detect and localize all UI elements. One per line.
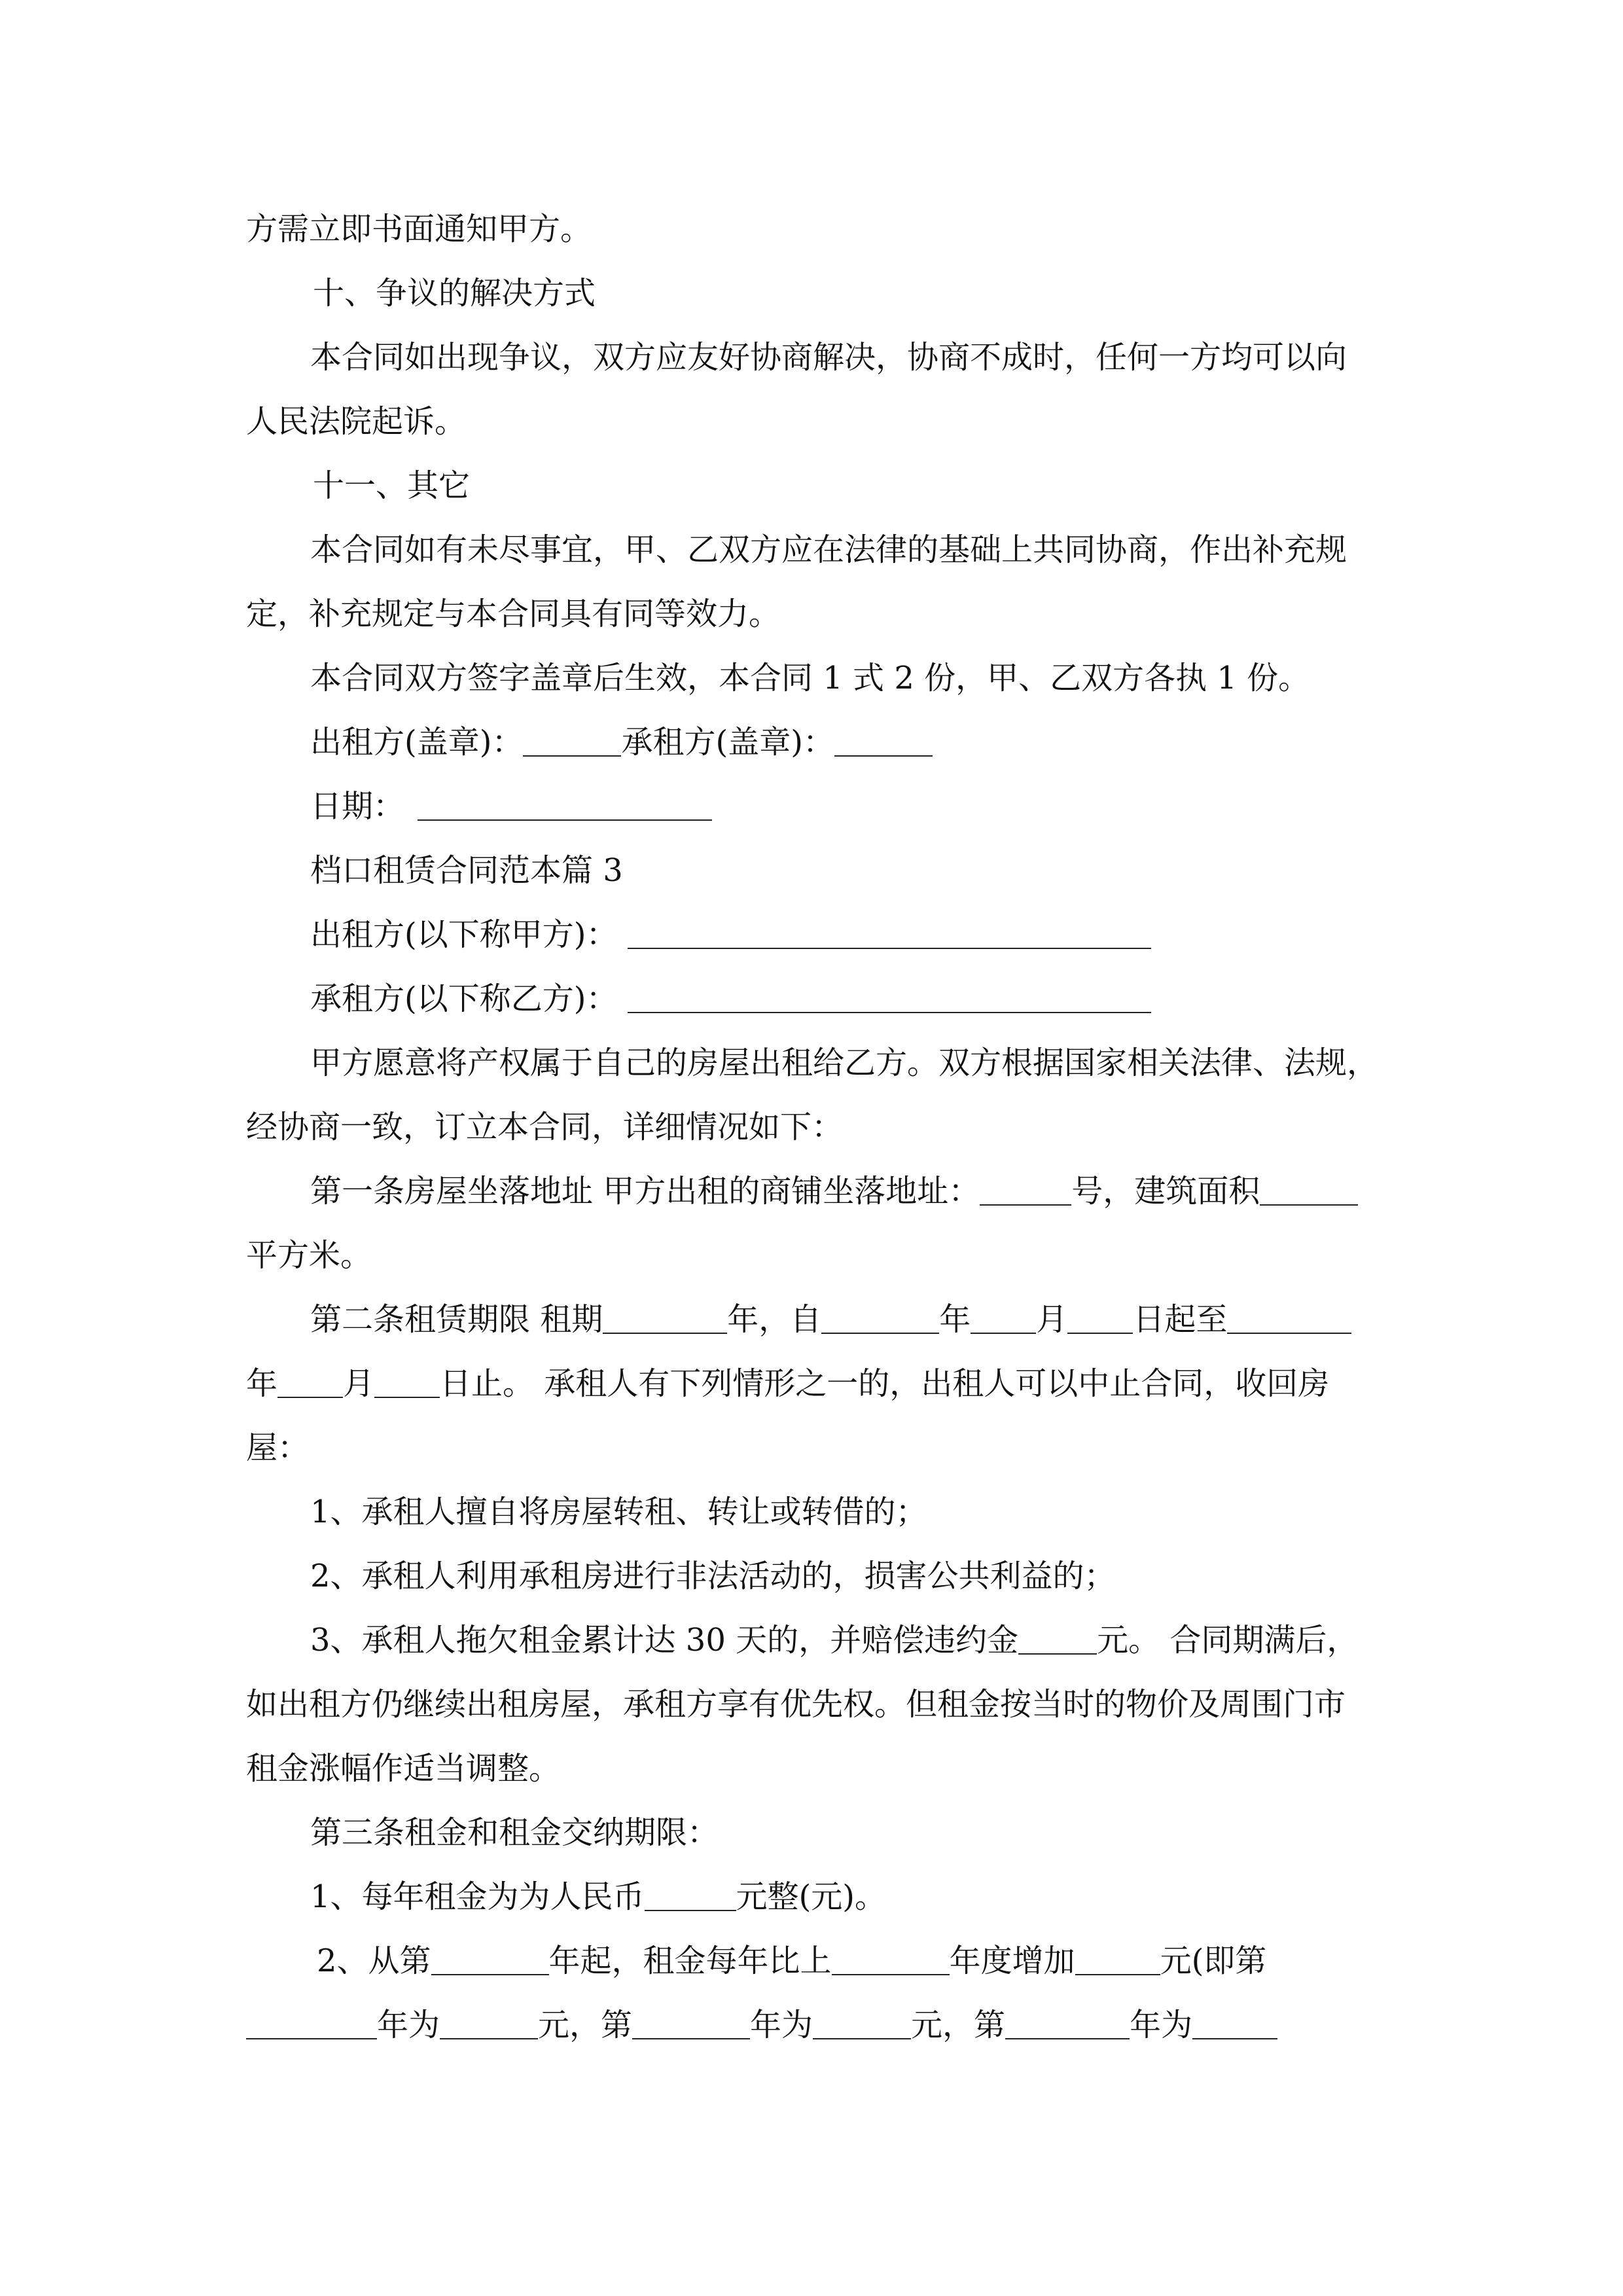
line-text: 年为 <box>377 2007 440 2043</box>
text-line <box>246 1749 560 1788</box>
text-line <box>246 1107 843 1147</box>
line-text: 年度增加 <box>949 1943 1075 1979</box>
line-text: 本合同如出现争议，双方应友好协商解决，协商不成时，任何一方均可以向 <box>310 339 1347 376</box>
line-text: 月 <box>343 1365 375 1402</box>
article-line <box>310 1172 1358 1211</box>
line-text: 日止。 承租人有下列情形之一的，出租人可以中止合同，收回房 <box>440 1365 1330 1402</box>
line-text: 元，第 <box>911 2007 1006 2043</box>
list-item <box>310 1556 1116 1596</box>
text-line <box>310 1043 1378 1083</box>
party-line <box>310 979 1151 1018</box>
blank-field <box>431 1944 549 1975</box>
line-text: 3、承租人拖欠租金累计达 30 天的，并赔偿违约金 <box>310 1622 1019 1659</box>
line-text: 第三条租金和租金交纳期限： <box>310 1814 719 1851</box>
line-text: 甲方愿意将产权属于自己的房屋出租给乙方。双方根据国家相关法律、法规， <box>310 1045 1379 1081</box>
text-line <box>246 1428 309 1467</box>
blank-field <box>813 2008 911 2039</box>
line-text: 2、承租人利用承租房进行非法活动的，损害公共利益的； <box>310 1558 1116 1594</box>
blank-field <box>628 982 1151 1013</box>
list-item <box>246 2005 1277 2045</box>
blank-field <box>980 1174 1071 1206</box>
heading-text: 十一、其它 <box>313 467 471 504</box>
line-text: 年为 <box>1130 2007 1193 2043</box>
blank-field <box>1075 1944 1160 1975</box>
line-text: 平方米。 <box>246 1237 372 1274</box>
blank-field <box>832 1944 950 1975</box>
line-text: 人民法院起诉。 <box>246 403 467 440</box>
blank-field <box>834 725 933 757</box>
line-text: 方需立即书面通知甲方。 <box>246 211 592 247</box>
blank-field <box>645 1880 736 1911</box>
heading-text: 十、争议的解决方式 <box>313 275 596 312</box>
line-text: 元。 合同期满后， <box>1097 1622 1359 1659</box>
text-line <box>310 530 1347 569</box>
line-text: 定，补充规定与本合同具有同等效力。 <box>246 596 781 632</box>
lessor-seal-label: 出租方(盖章)： <box>310 724 524 761</box>
text-line <box>246 594 780 634</box>
line-text: 租金涨幅作适当调整。 <box>246 1750 561 1787</box>
blank-field <box>277 1367 343 1398</box>
signature-line <box>310 723 933 762</box>
article-line <box>310 1300 1351 1339</box>
article-heading <box>310 1813 719 1852</box>
list-item <box>310 1877 886 1916</box>
line-text: 1、承租人擅自将房屋转租、转让或转借的； <box>310 1494 927 1530</box>
line-text: 第二条租赁期限 租期 <box>310 1301 603 1338</box>
party-b-label: 承租方(以下称乙方)： <box>310 980 618 1017</box>
line-text: 2、从第 <box>317 1943 431 1979</box>
text-line <box>246 1685 1346 1724</box>
article-line <box>246 1364 1329 1403</box>
line-text: 年，自 <box>727 1301 822 1338</box>
line-text: 如出租方仍继续出租房屋，承租方享有优先权。但租金按当时的物价及周围门市 <box>246 1686 1346 1723</box>
blank-field <box>374 1367 440 1398</box>
text-line <box>246 209 592 249</box>
text-line <box>310 658 1310 698</box>
line-text: 月 <box>1036 1301 1068 1338</box>
list-item <box>310 1621 1358 1660</box>
lessee-seal-label: 承租方(盖章)： <box>621 724 834 761</box>
date-line <box>310 787 712 826</box>
blank-field <box>971 1302 1036 1334</box>
list-item <box>317 1941 1266 1981</box>
document-subtitle <box>310 851 623 890</box>
party-line <box>310 915 1151 954</box>
blank-field <box>632 2008 750 2039</box>
blank-field <box>523 725 621 757</box>
line-text: 元整(元)。 <box>736 1878 887 1915</box>
section-heading <box>313 466 470 505</box>
blank-field <box>1227 1302 1351 1334</box>
line-text: 第一条房屋坐落地址 甲方出租的商铺坐落地址： <box>310 1173 980 1210</box>
line-text: 日起至 <box>1133 1301 1228 1338</box>
blank-field <box>628 918 1151 949</box>
line-text: 年起，租金每年比上 <box>548 1943 832 1979</box>
line-text: 号，建筑面积 <box>1071 1173 1260 1210</box>
blank-field <box>440 2008 538 2039</box>
line-text: 本合同如有未尽事宜，甲、乙双方应在法律的基础上共同协商，作出补充规 <box>310 531 1347 568</box>
text-line <box>246 402 466 441</box>
line-text: 年为 <box>750 2007 813 2043</box>
line-text: 屋： <box>246 1429 310 1466</box>
blank-field <box>603 1302 727 1334</box>
line-text: 本合同双方签字盖章后生效，本合同 1 式 2 份，甲、乙双方各执 1 份。 <box>310 660 1310 696</box>
line-text: 经协商一致，订立本合同，详细情况如下： <box>246 1109 844 1145</box>
subtitle-text: 档口租赁合同范本篇 3 <box>310 852 623 889</box>
blank-field <box>1067 1302 1133 1334</box>
text-line <box>310 338 1347 377</box>
text-line <box>246 1236 372 1275</box>
list-item <box>310 1492 927 1532</box>
blank-field <box>1018 1623 1097 1655</box>
line-text: 元(即第 <box>1160 1943 1267 1979</box>
blank-field <box>246 2008 377 2039</box>
line-text: 年 <box>246 1365 278 1402</box>
blank-field <box>418 789 712 821</box>
line-text: 年 <box>939 1301 971 1338</box>
blank-field <box>1005 2008 1130 2039</box>
section-heading <box>313 274 596 313</box>
line-text: 1、每年租金为为人民币 <box>310 1878 645 1915</box>
party-a-label: 出租方(以下称甲方)： <box>310 916 618 953</box>
blank-field <box>1260 1174 1358 1206</box>
date-label: 日期： <box>310 788 405 825</box>
blank-field <box>821 1302 939 1334</box>
line-text: 元，第 <box>538 2007 633 2043</box>
blank-field <box>1192 2008 1277 2039</box>
